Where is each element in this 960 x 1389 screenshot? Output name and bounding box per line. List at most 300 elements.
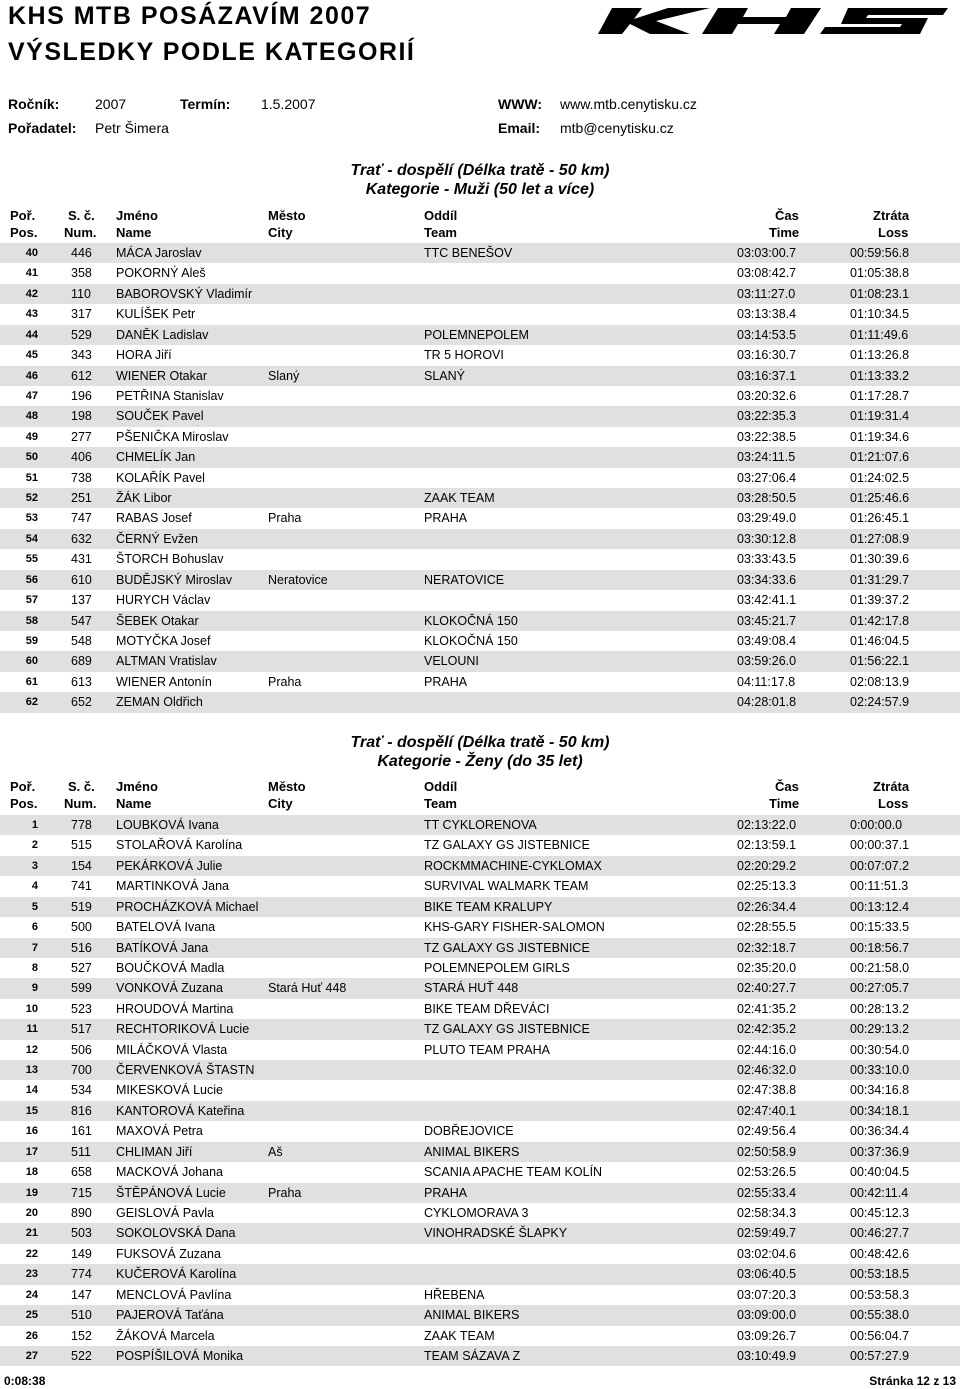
result-loss: 00:27:05.7 bbox=[850, 981, 910, 996]
result-position: 44 bbox=[25, 328, 38, 341]
result-loss: 00:53:58.3 bbox=[850, 1287, 910, 1302]
result-name: BATÍKOVÁ Jana bbox=[116, 940, 209, 955]
col-loss-en: Loss bbox=[878, 796, 909, 811]
result-team: VINOHRADSKÉ ŠLAPKY bbox=[424, 1226, 568, 1241]
result-time: 02:49:56.4 bbox=[737, 1124, 797, 1139]
table-row bbox=[0, 692, 960, 712]
table-row bbox=[0, 651, 960, 671]
result-time: 03:09:00.0 bbox=[737, 1308, 797, 1323]
result-position: 7 bbox=[31, 941, 38, 954]
result-time: 02:46:32.0 bbox=[737, 1063, 797, 1078]
result-number: 658 bbox=[71, 1165, 92, 1180]
table-row bbox=[0, 876, 960, 896]
result-number: 277 bbox=[71, 429, 92, 444]
table-row bbox=[0, 1162, 960, 1182]
col-city-en: City bbox=[268, 796, 293, 811]
col-loss-en: Loss bbox=[878, 225, 909, 240]
result-team: VELOUNI bbox=[424, 654, 479, 669]
result-position: 20 bbox=[25, 1207, 38, 1220]
result-loss: 00:57:27.9 bbox=[850, 1348, 910, 1363]
result-time: 03:42:41.1 bbox=[737, 593, 797, 608]
col-time-en: Time bbox=[769, 796, 800, 811]
result-city: Praha bbox=[268, 511, 302, 526]
result-number: 741 bbox=[71, 879, 92, 894]
result-number: 147 bbox=[71, 1287, 92, 1302]
result-loss: 01:05:38.8 bbox=[850, 266, 910, 281]
result-team: HŘEBENA bbox=[424, 1287, 485, 1302]
result-position: 5 bbox=[31, 900, 38, 913]
result-loss: 00:59:56.8 bbox=[850, 246, 910, 260]
result-number: 343 bbox=[71, 348, 92, 363]
result-time: 03:03:00.7 bbox=[737, 246, 797, 260]
poradatel-label: Pořadatel: bbox=[8, 120, 77, 136]
result-position: 41 bbox=[25, 267, 38, 280]
result-loss: 01:46:04.5 bbox=[850, 634, 910, 649]
section-2-title: Trať - dospělí (Délka tratě - 50 km) bbox=[350, 734, 610, 751]
result-position: 27 bbox=[25, 1349, 38, 1362]
result-time: 03:07:20.3 bbox=[737, 1287, 797, 1302]
result-name: PŠENIČKA Miroslav bbox=[116, 429, 229, 444]
result-team: DOBŘEJOVICE bbox=[424, 1124, 514, 1139]
result-number: 519 bbox=[71, 899, 92, 914]
result-team: BIKE TEAM KRALUPY bbox=[424, 899, 553, 914]
result-team: ZAAK TEAM bbox=[424, 491, 495, 506]
result-time: 02:28:55.5 bbox=[737, 920, 797, 935]
result-number: 547 bbox=[71, 613, 92, 628]
result-number: 774 bbox=[71, 1267, 92, 1282]
result-loss: 00:00:37.1 bbox=[850, 838, 910, 853]
result-name: MARTINKOVÁ Jana bbox=[116, 879, 230, 894]
result-time: 02:53:26.5 bbox=[737, 1165, 797, 1180]
table-row bbox=[0, 386, 960, 406]
result-number: 632 bbox=[71, 531, 92, 546]
result-team: PRAHA bbox=[424, 674, 468, 689]
result-name: MILÁČKOVÁ Vlasta bbox=[116, 1042, 228, 1057]
result-time: 03:16:30.7 bbox=[737, 348, 797, 363]
result-name: STOLAŘOVÁ Karolína bbox=[116, 838, 243, 853]
table-row bbox=[0, 1203, 960, 1223]
col-team-en: Team bbox=[424, 796, 457, 811]
result-number: 152 bbox=[71, 1328, 92, 1343]
result-number: 610 bbox=[71, 572, 92, 587]
table-row bbox=[0, 549, 960, 569]
result-loss: 00:48:42.6 bbox=[850, 1246, 910, 1261]
result-loss: 0:00:00.0 bbox=[850, 818, 903, 832]
result-loss: 01:25:46.6 bbox=[850, 491, 910, 506]
result-name: SOUČEK Pavel bbox=[116, 409, 204, 424]
result-number: 446 bbox=[71, 246, 92, 260]
result-position: 45 bbox=[25, 349, 38, 362]
result-position: 47 bbox=[25, 389, 38, 402]
result-name: WIENER Antonín bbox=[116, 674, 212, 689]
result-loss: 00:34:18.1 bbox=[850, 1103, 910, 1118]
col-time-en: Time bbox=[769, 225, 800, 240]
result-position: 62 bbox=[25, 696, 38, 709]
result-name: VONKOVÁ Zuzana bbox=[116, 981, 223, 996]
table-row bbox=[0, 447, 960, 467]
result-name: ŠEBEK Otakar bbox=[116, 613, 199, 628]
result-name: PAJEROVÁ Taťána bbox=[116, 1308, 224, 1323]
result-number: 506 bbox=[71, 1042, 92, 1057]
result-loss: 00:55:38.0 bbox=[850, 1308, 910, 1323]
result-team: POLEMNEPOLEM bbox=[424, 327, 529, 342]
table-row bbox=[0, 529, 960, 549]
table-row bbox=[0, 508, 960, 528]
www-link[interactable]: www.mtb.cenytisku.cz bbox=[560, 96, 697, 112]
result-time: 02:59:49.7 bbox=[737, 1226, 797, 1241]
result-number: 548 bbox=[71, 634, 92, 649]
result-name: MÁCA Jaroslav bbox=[116, 246, 202, 260]
result-position: 17 bbox=[25, 1145, 38, 1158]
page-number: Stránka 12 z 13 bbox=[869, 1374, 956, 1388]
section-2-category: Kategorie - Ženy (do 35 let) bbox=[377, 753, 583, 770]
result-team: TZ GALAXY GS JISTEBNICE bbox=[424, 1022, 590, 1037]
table-row bbox=[0, 427, 960, 447]
result-name: MACKOVÁ Johana bbox=[116, 1165, 223, 1180]
col-city: Město bbox=[268, 208, 306, 223]
result-position: 24 bbox=[25, 1288, 38, 1301]
table-row bbox=[0, 468, 960, 488]
result-position: 51 bbox=[25, 471, 38, 484]
section-1-category: Kategorie - Muži (50 let a více) bbox=[365, 181, 595, 198]
result-team: ANIMAL BIKERS bbox=[424, 1144, 520, 1159]
result-position: 13 bbox=[25, 1064, 38, 1077]
result-name: ČERNÝ Evžen bbox=[116, 531, 198, 546]
result-name: MAXOVÁ Petra bbox=[116, 1124, 203, 1139]
result-city: Neratovice bbox=[268, 572, 328, 587]
result-team: ZAAK TEAM bbox=[424, 1328, 495, 1343]
result-number: 689 bbox=[71, 654, 92, 669]
result-number: 137 bbox=[71, 593, 92, 608]
result-loss: 02:08:13.9 bbox=[850, 674, 910, 689]
result-name: RABAS Josef bbox=[116, 511, 192, 526]
result-name: KUČEROVÁ Karolína bbox=[116, 1267, 237, 1282]
result-position: 10 bbox=[25, 1002, 38, 1015]
result-name: MENCLOVÁ Pavlína bbox=[116, 1287, 232, 1302]
result-loss: 00:37:36.9 bbox=[850, 1144, 910, 1159]
result-loss: 01:39:37.2 bbox=[850, 593, 910, 608]
result-position: 21 bbox=[25, 1227, 38, 1240]
result-team: SCANIA APACHE TEAM KOLÍN bbox=[424, 1165, 603, 1180]
rocnik-label: Ročník: bbox=[8, 96, 60, 112]
result-loss: 01:10:34.5 bbox=[850, 307, 910, 322]
result-time: 03:08:42.7 bbox=[737, 266, 797, 281]
result-name: CHMELÍK Jan bbox=[116, 450, 196, 465]
footer-time: 0:08:38 bbox=[4, 1374, 46, 1388]
result-loss: 01:19:34.6 bbox=[850, 429, 910, 444]
result-loss: 00:29:13.2 bbox=[850, 1022, 910, 1037]
result-team: STARÁ HUŤ 448 bbox=[424, 981, 519, 996]
result-time: 02:58:34.3 bbox=[737, 1206, 797, 1221]
result-name: ŽÁKOVÁ Marcela bbox=[116, 1328, 215, 1343]
table-row bbox=[0, 590, 960, 610]
result-number: 715 bbox=[71, 1185, 92, 1200]
result-number: 110 bbox=[71, 286, 91, 301]
table-row bbox=[0, 1101, 960, 1121]
result-number: 515 bbox=[71, 838, 92, 853]
result-loss: 01:56:22.1 bbox=[850, 654, 910, 669]
table-row bbox=[0, 978, 960, 998]
table-row bbox=[0, 488, 960, 508]
col-num-en: Num. bbox=[64, 796, 97, 811]
result-loss: 00:18:56.7 bbox=[850, 940, 910, 955]
result-number: 317 bbox=[71, 307, 92, 322]
col-name-en: Name bbox=[116, 225, 152, 240]
result-loss: 00:45:12.3 bbox=[850, 1206, 910, 1221]
result-loss: 00:53:18.5 bbox=[850, 1267, 910, 1282]
col-time: Čas bbox=[775, 208, 799, 223]
result-position: 49 bbox=[25, 430, 38, 443]
result-name: PEKÁRKOVÁ Julie bbox=[116, 858, 223, 873]
result-position: 22 bbox=[25, 1247, 38, 1260]
result-position: 16 bbox=[25, 1125, 38, 1138]
table-row bbox=[0, 917, 960, 937]
result-name: CHLIMAN Jiří bbox=[116, 1144, 193, 1159]
result-time: 03:49:08.4 bbox=[737, 634, 797, 649]
result-team: PRAHA bbox=[424, 511, 468, 526]
result-number: 198 bbox=[71, 409, 92, 424]
result-time: 03:10:49.9 bbox=[737, 1348, 797, 1363]
col-name: Jméno bbox=[116, 208, 158, 223]
result-name: ŽÁK Libor bbox=[116, 491, 172, 506]
result-position: 52 bbox=[25, 492, 38, 505]
result-loss: 00:42:11.4 bbox=[850, 1185, 909, 1200]
result-name: BABOROVSKÝ Vladimír bbox=[116, 286, 253, 301]
result-loss: 01:30:39.6 bbox=[850, 552, 910, 567]
result-name: ŠTORCH Bohuslav bbox=[116, 552, 224, 567]
col-time: Čas bbox=[775, 779, 799, 794]
result-time: 02:47:38.8 bbox=[737, 1083, 797, 1098]
result-loss: 01:31:29.7 bbox=[850, 572, 910, 587]
table-row bbox=[0, 570, 960, 590]
table-row bbox=[0, 897, 960, 917]
result-position: 42 bbox=[25, 287, 38, 300]
table-row bbox=[0, 345, 960, 365]
result-number: 510 bbox=[71, 1308, 92, 1323]
result-number: 599 bbox=[71, 981, 92, 996]
section-1-title: Trať - dospělí (Délka tratě - 50 km) bbox=[350, 162, 610, 179]
rocnik-value: 2007 bbox=[95, 96, 127, 112]
result-time: 03:30:12.8 bbox=[737, 531, 797, 546]
result-time: 03:45:21.7 bbox=[737, 613, 797, 628]
result-name: BUDĚJSKÝ Miroslav bbox=[116, 572, 232, 587]
result-number: 527 bbox=[71, 960, 92, 975]
result-loss: 02:24:57.9 bbox=[850, 695, 910, 710]
result-position: 15 bbox=[25, 1104, 38, 1117]
result-team: TEAM SÁZAVA Z bbox=[424, 1348, 521, 1363]
result-loss: 01:19:31.4 bbox=[850, 409, 910, 424]
section-1-table-header bbox=[0, 208, 960, 244]
table-row bbox=[0, 1183, 960, 1203]
result-number: 358 bbox=[71, 266, 92, 281]
result-time: 02:13:22.0 bbox=[737, 818, 797, 832]
col-name: Jméno bbox=[116, 779, 158, 794]
result-position: 8 bbox=[31, 961, 38, 974]
result-loss: 01:11:49.6 bbox=[850, 327, 909, 342]
result-name: KANTOROVÁ Kateřina bbox=[116, 1103, 245, 1118]
result-number: 613 bbox=[71, 674, 92, 689]
result-position: 11 bbox=[26, 1023, 38, 1036]
result-number: 154 bbox=[71, 858, 92, 873]
result-position: 46 bbox=[25, 369, 38, 382]
result-loss: 01:13:33.2 bbox=[850, 368, 910, 383]
table-row bbox=[0, 1121, 960, 1141]
result-team: NERATOVICE bbox=[424, 572, 505, 587]
result-time: 02:20:29.2 bbox=[737, 858, 797, 873]
result-team: CYKLOMORAVA 3 bbox=[424, 1206, 529, 1221]
table-row bbox=[0, 304, 960, 324]
result-position: 43 bbox=[25, 308, 38, 321]
col-pos: Poř. bbox=[10, 779, 36, 794]
result-number: 747 bbox=[71, 511, 92, 526]
result-number: 503 bbox=[71, 1226, 92, 1241]
result-name: POSPÍŠILOVÁ Monika bbox=[116, 1348, 244, 1363]
result-number: 500 bbox=[71, 920, 92, 935]
result-position: 23 bbox=[25, 1268, 38, 1281]
result-number: 738 bbox=[71, 470, 92, 485]
result-team: ANIMAL BIKERS bbox=[424, 1308, 520, 1323]
table-row bbox=[0, 958, 960, 978]
result-time: 03:06:40.5 bbox=[737, 1267, 797, 1282]
table-row bbox=[0, 325, 960, 345]
result-name: RECHTORIKOVÁ Lucie bbox=[116, 1022, 250, 1037]
result-city: Stará Huť 448 bbox=[268, 981, 347, 996]
result-city: Praha bbox=[268, 674, 302, 689]
col-pos-en: Pos. bbox=[10, 225, 38, 240]
result-loss: 01:13:26.8 bbox=[850, 348, 910, 363]
result-number: 251 bbox=[71, 491, 92, 506]
table-row bbox=[0, 1060, 960, 1080]
result-loss: 00:07:07.2 bbox=[850, 858, 910, 873]
result-team: TR 5 HOROVI bbox=[424, 348, 504, 363]
result-team: SURVIVAL WALMARK TEAM bbox=[424, 879, 589, 894]
email-link[interactable]: mtb@cenytisku.cz bbox=[560, 120, 674, 136]
result-number: 522 bbox=[71, 1348, 92, 1363]
result-number: 406 bbox=[71, 450, 92, 465]
result-position: 54 bbox=[25, 532, 38, 545]
result-time: 03:22:38.5 bbox=[737, 429, 797, 444]
result-time: 02:50:58.9 bbox=[737, 1144, 797, 1159]
result-time: 03:33:43.5 bbox=[737, 552, 797, 567]
result-team: POLEMNEPOLEM GIRLS bbox=[424, 960, 570, 975]
result-name: PETŘINA Stanislav bbox=[116, 388, 224, 403]
result-number: 523 bbox=[71, 1001, 92, 1016]
result-time: 03:24:11.5 bbox=[737, 450, 796, 465]
result-time: 03:29:49.0 bbox=[737, 511, 797, 526]
table-row bbox=[0, 631, 960, 651]
table-row bbox=[0, 1285, 960, 1305]
table-row bbox=[0, 611, 960, 631]
table-row bbox=[0, 1040, 960, 1060]
result-number: 161 bbox=[71, 1124, 92, 1139]
termin-value: 1.5.2007 bbox=[261, 96, 316, 112]
result-team: KLOKOČNÁ 150 bbox=[424, 634, 518, 649]
result-time: 03:59:26.0 bbox=[737, 654, 797, 669]
table-row bbox=[0, 1326, 960, 1346]
termin-label: Termín: bbox=[180, 96, 231, 112]
result-team: TZ GALAXY GS JISTEBNICE bbox=[424, 838, 590, 853]
result-position: 40 bbox=[25, 247, 38, 259]
result-name: BOUČKOVÁ Madla bbox=[116, 960, 225, 975]
result-name: ČERVENKOVÁ ŠTASTN bbox=[116, 1063, 255, 1078]
result-team: TTC BENEŠOV bbox=[424, 246, 513, 260]
result-position: 57 bbox=[25, 594, 38, 607]
result-time: 04:11:17.8 bbox=[737, 674, 796, 689]
result-name: HROUDOVÁ Martina bbox=[116, 1001, 234, 1016]
section-2-results bbox=[0, 815, 960, 1366]
result-time: 02:44:16.0 bbox=[737, 1042, 797, 1057]
result-position: 1 bbox=[31, 819, 38, 831]
table-row bbox=[0, 672, 960, 692]
result-time: 03:22:35.3 bbox=[737, 409, 797, 424]
result-name: KULÍŠEK Petr bbox=[116, 307, 196, 322]
section-2-table-header bbox=[0, 779, 960, 815]
result-team: BIKE TEAM DŘEVÁCI bbox=[424, 1001, 550, 1016]
result-number: 517 bbox=[71, 1022, 92, 1037]
col-loss: Ztráta bbox=[873, 208, 910, 223]
col-name-en: Name bbox=[116, 796, 152, 811]
result-time: 02:26:34.4 bbox=[737, 899, 797, 914]
result-time: 02:41:35.2 bbox=[737, 1001, 797, 1016]
result-time: 02:42:35.2 bbox=[737, 1022, 797, 1037]
result-position: 60 bbox=[25, 655, 38, 668]
col-pos: Poř. bbox=[10, 208, 36, 223]
result-loss: 01:27:08.9 bbox=[850, 531, 910, 546]
result-loss: 00:13:12.4 bbox=[850, 899, 910, 914]
col-city: Město bbox=[268, 779, 306, 794]
result-name: FUKSOVÁ Zuzana bbox=[116, 1246, 221, 1261]
result-loss: 00:40:04.5 bbox=[850, 1165, 910, 1180]
result-time: 03:27:06.4 bbox=[737, 470, 797, 485]
col-team-en: Team bbox=[424, 225, 457, 240]
table-row bbox=[0, 284, 960, 304]
table-row bbox=[0, 1223, 960, 1243]
result-number: 816 bbox=[71, 1103, 92, 1118]
result-time: 03:09:26.7 bbox=[737, 1328, 797, 1343]
result-city: Praha bbox=[268, 1185, 302, 1200]
result-position: 25 bbox=[25, 1309, 38, 1322]
table-row bbox=[0, 1264, 960, 1284]
result-position: 59 bbox=[25, 635, 38, 648]
result-loss: 00:30:54.0 bbox=[850, 1042, 910, 1057]
result-loss: 00:33:10.0 bbox=[850, 1063, 910, 1078]
result-name: MIKESKOVÁ Lucie bbox=[116, 1083, 223, 1098]
result-position: 19 bbox=[25, 1186, 38, 1199]
result-time: 03:20:32.6 bbox=[737, 388, 797, 403]
result-team: KHS-GARY FISHER-SALOMON bbox=[424, 920, 605, 935]
result-name: LOUBKOVÁ Ivana bbox=[116, 818, 219, 832]
result-time: 02:13:59.1 bbox=[737, 838, 797, 853]
result-position: 9 bbox=[31, 982, 38, 995]
result-loss: 00:34:16.8 bbox=[850, 1083, 910, 1098]
result-name: MOTYČKA Josef bbox=[116, 634, 211, 649]
result-name: ZEMAN Oldřich bbox=[116, 695, 203, 710]
table-row bbox=[0, 815, 960, 835]
result-name: ŠTĚPÁNOVÁ Lucie bbox=[116, 1185, 226, 1200]
result-position: 48 bbox=[25, 410, 38, 423]
result-position: 2 bbox=[31, 839, 38, 852]
result-number: 534 bbox=[71, 1083, 92, 1098]
result-number: 778 bbox=[71, 818, 92, 832]
page-title: KHS MTB POSÁZAVÍM 2007 bbox=[8, 2, 372, 30]
result-position: 14 bbox=[25, 1084, 38, 1097]
result-name: KOLAŘÍK Pavel bbox=[116, 470, 205, 485]
result-number: 196 bbox=[71, 388, 92, 403]
result-team: KLOKOČNÁ 150 bbox=[424, 613, 518, 628]
result-name: PROCHÁZKOVÁ Michael bbox=[116, 899, 259, 914]
result-position: 26 bbox=[25, 1329, 38, 1342]
result-position: 50 bbox=[25, 451, 38, 464]
